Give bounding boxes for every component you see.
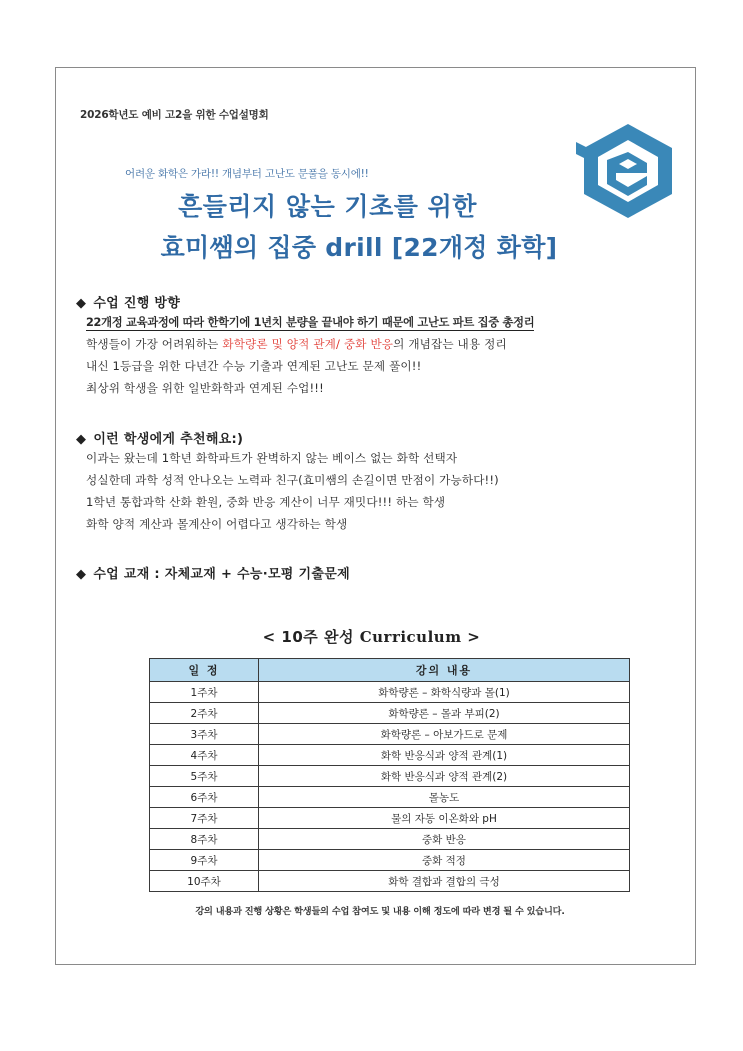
section-heading-label: 수업 교재 : 자체교재 + 수능·모평 기출문제	[93, 567, 350, 582]
hero-title-line2: 효미쌤의 집중 drill [22개정 화학]	[160, 233, 558, 262]
content-cell: 화학 결합과 결합의 극성	[259, 871, 630, 892]
table-row	[150, 682, 630, 703]
table-header-row	[150, 659, 630, 682]
recommend-line: 1학년 통합과학 산화 환원, 중화 반응 계산이 너무 재밋다!!! 하는 학생	[86, 495, 446, 509]
section-heading-label: 수업 진행 방향	[93, 296, 181, 311]
section-heading-direction	[76, 292, 180, 311]
table-row	[150, 745, 630, 766]
content-cell: 화학량론 – 몰과 부피(2)	[259, 703, 630, 724]
section-heading-recommend	[76, 428, 243, 447]
table-row	[150, 703, 630, 724]
week-cell: 10주차	[150, 871, 259, 892]
table-row	[150, 787, 630, 808]
curriculum-title-prefix: < 10주 완성	[262, 628, 360, 646]
column-header-week: 일 정	[150, 659, 259, 682]
week-cell: 2주차	[150, 703, 259, 724]
direction-line-4: 최상위 학생을 위한 일반화학과 연계된 수업!!!	[86, 381, 324, 395]
event-title: 2026학년도 예비 고2을 위한 수업설명회	[80, 109, 269, 121]
direction-line-2	[86, 336, 507, 352]
curriculum-note: 강의 내용과 진행 상황은 학생들의 수업 참여도 및 내용 이해 정도에 따라 변경 될 수 있습니다.	[195, 906, 565, 917]
content-cell: 중화 반응	[259, 829, 630, 850]
diamond-bullet-icon: ◆	[76, 432, 87, 447]
direction-line-2-prefix: 학생들이 가장 어려워하는	[86, 337, 223, 351]
recommend-line: 화학 양적 계산과 몰계산이 어렵다고 생각하는 학생	[86, 517, 348, 531]
section-heading-textbook	[76, 563, 350, 582]
table-row	[150, 850, 630, 871]
table-row	[150, 724, 630, 745]
table-row	[150, 829, 630, 850]
table-row	[150, 871, 630, 892]
curriculum-table	[149, 658, 630, 892]
content-cell: 중화 적정	[259, 850, 630, 871]
week-cell: 6주차	[150, 787, 259, 808]
week-cell: 9주차	[150, 850, 259, 871]
hexagon-e-logo-icon	[576, 120, 680, 220]
content-cell: 몰농도	[259, 787, 630, 808]
content-cell: 화학량론 – 아보가드로 문제	[259, 724, 630, 745]
underlined-summary: 22개정 교육과정에 따라 한학기에 1년치 분량을 끝내야 하기 때문에 고난도 파트 집중 총정리	[86, 316, 535, 329]
content-cell: 화학 반응식과 양적 관계(1)	[259, 745, 630, 766]
section-heading-label: 이런 학생에게 추천해요:)	[93, 432, 244, 447]
week-cell: 1주차	[150, 682, 259, 703]
curriculum-title-latin: Curriculum	[359, 628, 462, 646]
recommend-line: 성실한데 과학 성적 안나오는 노력파 친구(효미쌤의 손길이면 만점이 가능하다!!)	[86, 473, 499, 487]
diamond-bullet-icon: ◆	[76, 296, 87, 311]
week-cell: 5주차	[150, 766, 259, 787]
table-row	[150, 766, 630, 787]
direction-line-3: 내신 1등급을 위한 다년간 수능 기출과 연계된 고난도 문제 풀이!!	[86, 359, 422, 373]
direction-line-2-suffix: 의 개념잡는 내용 정리	[393, 337, 507, 351]
week-cell: 3주차	[150, 724, 259, 745]
direction-line-1	[86, 314, 534, 330]
curriculum-title-suffix: >	[461, 628, 481, 646]
column-header-content: 강의 내용	[259, 659, 630, 682]
content-cell: 화학 반응식과 양적 관계(2)	[259, 766, 630, 787]
hero-title-line1: 흔들리지 않는 기초를 위한	[178, 192, 477, 221]
hero-tagline: 어려운 화학은 가라!! 개념부터 고난도 문풀을 동시에!!	[125, 168, 369, 180]
week-cell: 7주차	[150, 808, 259, 829]
week-cell: 8주차	[150, 829, 259, 850]
content-cell: 물의 자동 이온화와 pH	[259, 808, 630, 829]
table-row	[150, 808, 630, 829]
week-cell: 4주차	[150, 745, 259, 766]
direction-line-2-highlight: 화학량론 및 양적 관계/ 중화 반응	[222, 337, 394, 351]
curriculum-title	[0, 626, 743, 647]
recommend-line: 이과는 왔는데 1학년 화학파트가 완벽하지 않는 베이스 없는 화학 선택자	[86, 451, 458, 465]
content-cell: 화학량론 – 화학식량과 몰(1)	[259, 682, 630, 703]
diamond-bullet-icon: ◆	[76, 567, 87, 582]
